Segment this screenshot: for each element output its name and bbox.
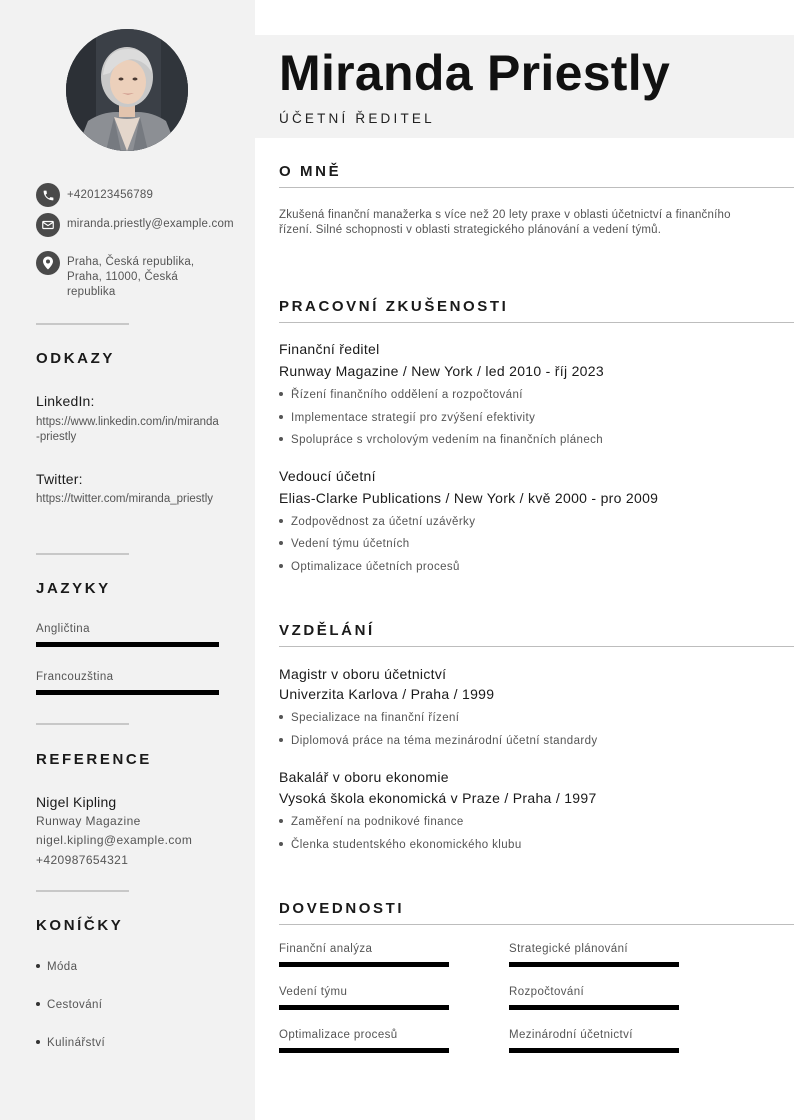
contact-address — [36, 251, 219, 300]
languages-heading: JAZYKY — [36, 580, 111, 597]
hobbies-heading: KONÍČKY — [36, 917, 124, 934]
language-french-bar — [36, 690, 219, 695]
skill-bar — [279, 962, 449, 967]
degree-bullet: Zaměření na podnikové finance — [279, 816, 464, 828]
section-rule — [279, 322, 794, 323]
job-title: ÚČETNÍ ŘEDITEL — [279, 111, 435, 126]
skill-label: Mezinárodní účetnictví — [509, 1029, 633, 1041]
job-title-entry: Vedoucí účetní — [279, 468, 376, 484]
skill-bar — [509, 1048, 679, 1053]
language-english-label: Angličtina — [36, 623, 90, 635]
experience-heading: PRACOVNÍ ZKUŠENOSTI — [279, 298, 509, 315]
degree-bullet: Členka studentského ekonomického klubu — [279, 839, 522, 851]
skill-label: Strategické plánování — [509, 943, 628, 955]
section-rule — [279, 924, 794, 925]
portrait-image — [66, 29, 188, 151]
language-french-label: Francouzština — [36, 671, 114, 683]
hobby-item: Cestování — [36, 999, 102, 1011]
job-bullet: Vedení týmu účetních — [279, 538, 410, 550]
skill-label: Optimalizace procesů — [279, 1029, 398, 1041]
profile-photo — [66, 29, 188, 151]
linkedin-label: LinkedIn: — [36, 393, 95, 409]
about-text: Zkušená finanční manažerka s více než 20 lety praxe v oblasti účetnictví a finančního řízení. Silné schopnosti v oblasti strategického plánování a vedení týmů. — [279, 209, 731, 236]
twitter-label: Twitter: — [36, 471, 83, 487]
job-bullet: Zodpovědnost za účetní uzávěrky — [279, 516, 475, 528]
job-bullet: Řízení finančního oddělení a rozpočtování — [279, 389, 523, 401]
linkedin-link[interactable]: https://www.linkedin.com/in/miranda-priestly — [36, 416, 219, 443]
section-rule — [279, 646, 794, 647]
hobby-item: Kulinářství — [36, 1037, 105, 1049]
reference-email[interactable]: nigel.kipling@example.com — [36, 833, 193, 847]
job-bullet: Implementace strategií pro zvýšení efektivity — [279, 412, 535, 424]
degree-school: Vysoká škola ekonomická v Praze / Praha / 1997 — [279, 790, 597, 806]
sidebar — [0, 0, 255, 1120]
about-heading: O MNĚ — [279, 163, 342, 180]
hobby-item: Móda — [36, 961, 77, 973]
skill-label: Finanční analýza — [279, 943, 373, 955]
degree-title: Bakalář v oboru ekonomie — [279, 769, 449, 785]
section-rule — [279, 187, 794, 188]
reference-name: Nigel Kipling — [36, 794, 117, 810]
degree-school: Univerzita Karlova / Praha / 1999 — [279, 686, 495, 702]
contact-email — [36, 213, 234, 237]
skill-bar — [509, 962, 679, 967]
skill-bar — [279, 1048, 449, 1053]
degree-bullet: Specializace na finanční řízení — [279, 712, 459, 724]
sidebar-divider — [36, 890, 129, 892]
job-bullet: Spolupráce s vrcholovým vedením na finančních plánech — [279, 434, 603, 446]
job-bullet: Optimalizace účetních procesů — [279, 561, 460, 573]
degree-title: Magistr v oboru účetnictví — [279, 666, 447, 682]
job-company-entry: Runway Magazine / New York / led 2010 - říj 2023 — [279, 363, 604, 379]
skill-label: Rozpočtování — [509, 986, 585, 998]
phone-icon — [36, 183, 60, 207]
candidate-name: Miranda Priestly — [279, 45, 671, 101]
address-text: Praha, Česká republika, Praha, 11000, Česká republika — [67, 256, 195, 298]
sidebar-divider — [36, 323, 129, 325]
degree-bullet: Diplomová práce na téma mezinárodní účetní standardy — [279, 735, 598, 747]
phone-text: +420123456789 — [67, 189, 154, 201]
education-heading: VZDĚLÁNÍ — [279, 622, 375, 639]
twitter-link[interactable]: https://twitter.com/miranda_priestly — [36, 493, 214, 505]
contact-phone — [36, 183, 219, 207]
skill-bar — [509, 1005, 679, 1010]
location-pin-icon — [36, 251, 60, 275]
reference-company: Runway Magazine — [36, 814, 141, 828]
sidebar-divider — [36, 553, 129, 555]
reference-phone: +420987654321 — [36, 853, 129, 867]
email-text[interactable]: miranda.priestly@example.com — [67, 218, 234, 230]
sidebar-divider — [36, 723, 129, 725]
job-company-entry: Elias-Clarke Publications / New York / kvě 2000 - pro 2009 — [279, 490, 659, 506]
skill-bar — [279, 1005, 449, 1010]
email-icon — [36, 213, 60, 237]
reference-heading: REFERENCE — [36, 751, 152, 768]
job-title-entry: Finanční ředitel — [279, 341, 380, 357]
skill-label: Vedení týmu — [279, 986, 348, 998]
links-heading: ODKAZY — [36, 350, 115, 367]
skills-heading: DOVEDNOSTI — [279, 900, 405, 917]
language-english-bar — [36, 642, 219, 647]
